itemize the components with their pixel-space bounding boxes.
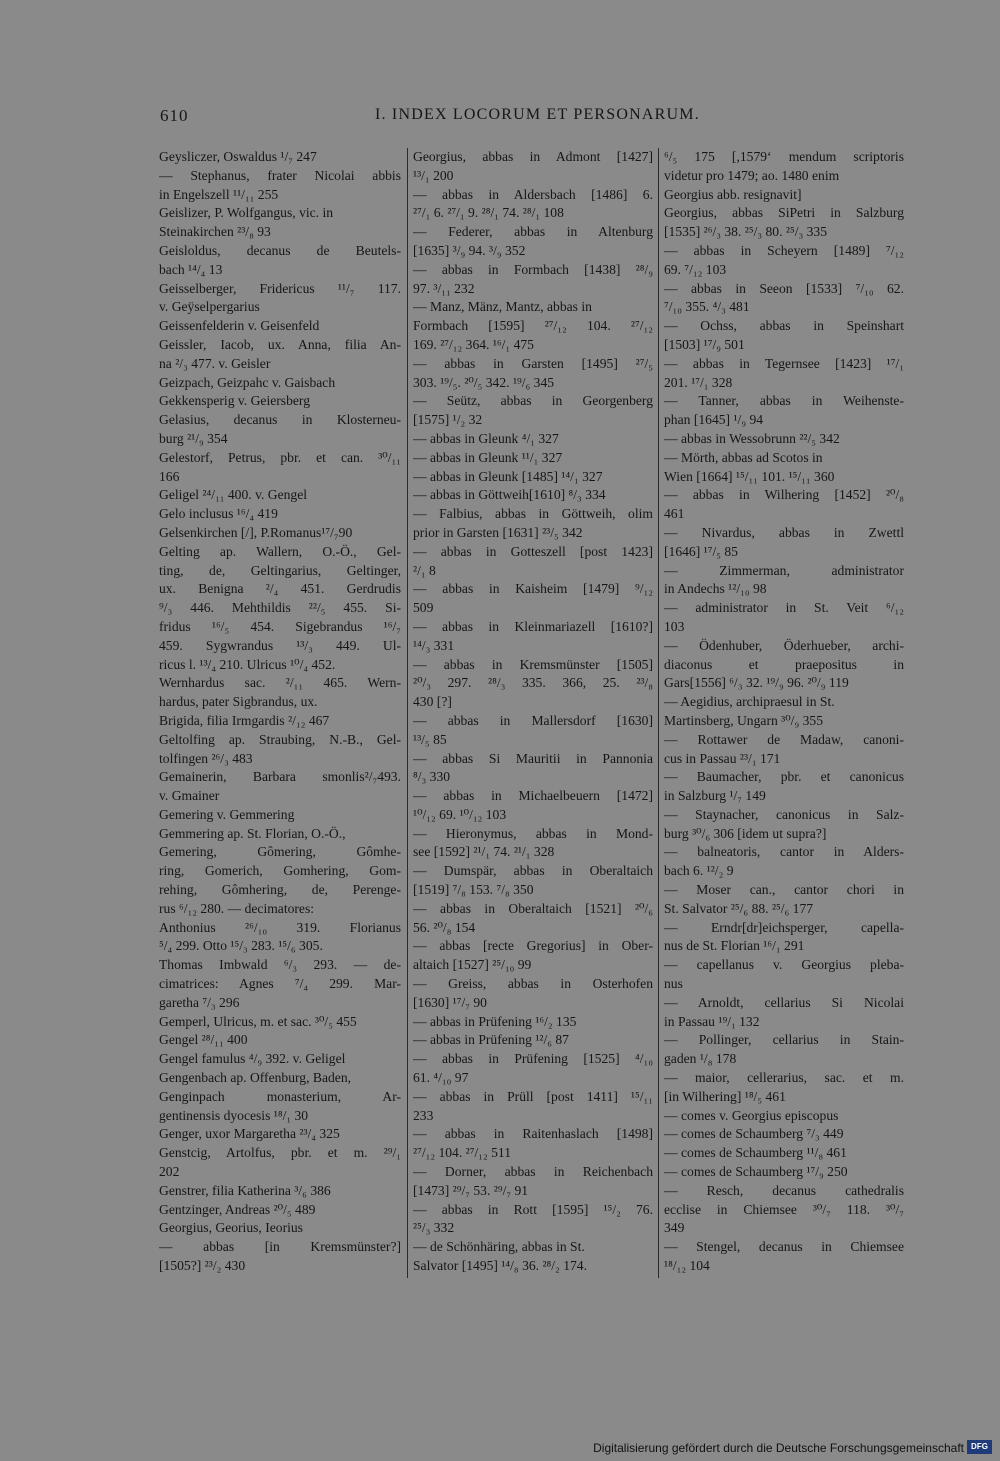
index-line: Gengel ²⁸/₁₁ 400 xyxy=(159,1032,248,1048)
index-line: 430 [?] xyxy=(413,694,452,710)
index-line: ¹³/₅ 85 xyxy=(413,731,447,747)
index-line: — abbas in Prüfening [1525] ⁴/₁₀ xyxy=(413,1051,653,1067)
index-line: Geisloldus, decanus de Beutels- xyxy=(159,242,401,258)
index-line: gaden ¹/₈ 178 xyxy=(664,1051,737,1067)
index-line: Gengel famulus ⁴/₉ 392. v. Geligel xyxy=(159,1051,346,1067)
index-line: — Erndr[dr]eichsperger, capella- xyxy=(664,919,904,935)
index-line: — abbas in Wessobrunn ²²/₅ 342 xyxy=(664,430,840,446)
index-line: ting, de, Geltingarius, Geltinger, xyxy=(159,562,401,578)
index-line: — Ödenhuber, Öderhueber, archi- xyxy=(664,637,904,653)
index-line: — abbas in Kleinmariazell [1610?] xyxy=(413,618,653,634)
index-line: garetha ⁷/₃ 296 xyxy=(159,994,240,1010)
index-line: ⁶/₅ 175 [,1579‘ mendum scriptoris xyxy=(664,149,904,164)
index-line: — Staynacher, canonicus in Salz- xyxy=(664,806,904,822)
index-line: — abbas in Prüll [post 1411] ¹⁵/₁₁ xyxy=(413,1088,653,1104)
index-line: cus in Passau ²³/₁ 171 xyxy=(664,750,781,766)
index-line: ring, Gomerich, Gomhering, Gom- xyxy=(159,863,401,879)
index-line: ²⁷/₁ 6. ²⁷/₁ 9. ²⁸/₁ 74. ²⁸/₁ 108 xyxy=(413,205,564,221)
footer-note: Digitalisierung gefördert durch die Deutsche Forschungsgemeinschaft xyxy=(593,1441,964,1455)
index-line: Gentzinger, Andreas ²⁰/₅ 489 xyxy=(159,1201,316,1217)
index-line: ²/₁ 8 xyxy=(413,562,436,578)
index-line: Gemperl, Ulricus, m. et sac. ³⁰/₅ 455 xyxy=(159,1013,357,1029)
page-title: I. INDEX LOCORUM ET PERSONARUM. xyxy=(375,106,700,123)
page-number: 610 xyxy=(160,106,189,125)
index-line: 166 xyxy=(159,468,180,484)
index-line: Wien [1664] ¹⁵/₁₁ 101. ¹⁵/₁₁ 360 xyxy=(664,468,835,484)
index-line: — abbas in Formbach [1438] ²⁸/₉ xyxy=(413,261,653,277)
index-line: phan [1645] ¹/₉ 94 xyxy=(664,412,764,428)
index-line: Geltolfing ap. Straubing, N.-B., Gel- xyxy=(159,731,401,747)
index-line: [1575] ¹/₂ 32 xyxy=(413,412,483,428)
index-line: — capellanus v. Georgius pleba- xyxy=(664,957,904,973)
index-line: — abbas Si Mauritii in Pannonia xyxy=(413,750,653,766)
index-line: — abbas in Raitenhaslach [1498] xyxy=(413,1126,653,1142)
index-line: — Greiss, abbas in Osterhofen xyxy=(413,976,653,992)
index-line: 56. ²⁰/₈ 154 xyxy=(413,919,476,935)
index-line: — Manz, Mänz, Mantz, abbas in xyxy=(413,299,592,315)
index-line: rehing, Gômhering, de, Perenge- xyxy=(159,882,401,898)
index-line: ²⁵/₃ 332 xyxy=(413,1220,455,1236)
index-line: — abbas in Tegernsee [1423] ¹⁷/₁ xyxy=(664,355,904,371)
index-line: burg ²¹/₉ 354 xyxy=(159,430,228,446)
index-line: nus xyxy=(664,976,683,992)
index-line: ²⁰/₃ 297. ²⁸/₃ 335. 366, 25. ²³/₈ xyxy=(413,675,653,691)
index-line: Georgius abb. resignavit] xyxy=(664,186,802,202)
index-line: ⁸/₃ 330 xyxy=(413,769,451,785)
index-line: 169. ²⁷/₁₂ 364. ¹⁶/₁ 475 xyxy=(413,336,534,352)
index-line: — abbas in Kaisheim [1479] ⁹/₁₂ xyxy=(413,581,653,597)
index-line: — abbas in Rott [1595] ¹⁵/₂ 76. xyxy=(413,1201,653,1217)
index-line: Geisselberger, Fridericus ¹¹/₇ 117. xyxy=(159,280,401,296)
index-line: — abbas in Prüfening ¹⁶/₂ 135 xyxy=(413,1013,577,1029)
index-line: — abbas in Michaelbeuern [1472] xyxy=(413,788,653,804)
index-line: Georgius, abbas SiPetri in Salzburg xyxy=(664,205,904,221)
index-line: rus ⁶/₁₂ 280. — decimatores: xyxy=(159,900,315,916)
index-column-1 xyxy=(159,148,401,1283)
index-line: — Tanner, abbas in Weihenste- xyxy=(664,393,904,409)
index-line: — Zimmerman, administrator xyxy=(664,562,904,578)
index-line: — comes v. Georgius episcopus xyxy=(664,1107,839,1123)
index-line: Gekkensperig v. Geiersberg xyxy=(159,393,310,409)
index-line: [1646] ¹⁷/₅ 85 xyxy=(664,543,738,559)
index-line: Salvator [1495] ¹⁴/₈ 36. ²⁸/₂ 174. xyxy=(413,1258,587,1274)
index-line: — Falbius, abbas in Göttweih, olim xyxy=(413,506,653,522)
index-line: 61. ⁴/₁₀ 97 xyxy=(413,1070,469,1086)
index-line: 201. ¹⁷/₁ 328 xyxy=(664,374,733,390)
index-line: Gelo inclusus ¹⁶/₄ 419 xyxy=(159,506,278,522)
index-line: Genger, uxor Margaretha ²³/₄ 325 xyxy=(159,1126,340,1142)
index-line: [1519] ⁷/₈ 153. ⁷/₈ 350 xyxy=(413,882,534,898)
index-line: Wernhardus sac. ²/₁₁ 465. Wern- xyxy=(159,675,401,691)
index-line: 103 xyxy=(664,618,685,634)
index-line: — Federer, abbas in Altenburg xyxy=(413,224,653,240)
index-line: in Engelszell ¹¹/₁₁ 255 xyxy=(159,186,279,202)
index-line: — Seütz, abbas in Georgenberg xyxy=(413,393,653,409)
index-line: Gemainerin, Barbara smonlis²/₇493. xyxy=(159,769,401,785)
index-line: 69. ⁷/₁₂ 103 xyxy=(664,261,727,277)
index-line: Martinsberg, Ungarn ³⁰/₉ 355 xyxy=(664,712,823,728)
index-line: Gemering v. Gemmering xyxy=(159,806,295,822)
index-line: — abbas in Wilhering [1452] ²⁰/₈ xyxy=(664,487,904,503)
index-line: St. Salvator ²⁵/₆ 88. ²⁵/₆ 177 xyxy=(664,900,814,916)
index-line: — comes de Schaumberg ⁷/₃ 449 xyxy=(664,1126,844,1142)
index-line: 509 xyxy=(413,600,434,616)
index-line: ¹⁴/₃ 331 xyxy=(413,637,455,653)
index-line: tolfingen ²⁶/₃ 483 xyxy=(159,750,253,766)
index-line: — abbas in Gleunk ⁴/₁ 327 xyxy=(413,430,559,446)
index-line: — abbas in Gotteszell [post 1423] xyxy=(413,543,653,559)
index-line: Geizpach, Geizpahc v. Gaisbach xyxy=(159,374,336,390)
index-line: — abbas in Seeon [1533] ⁷/₁₀ 62. xyxy=(664,280,904,296)
index-line: Georgius, Georius, Ieorius xyxy=(159,1220,303,1236)
index-line: — comes de Schaumberg ¹¹/₈ 461 xyxy=(664,1145,847,1161)
index-columns xyxy=(159,148,909,1288)
index-line: Genginpach monasterium, Ar- xyxy=(159,1088,401,1104)
index-line: ⁷/₁₀ 355. ⁴/₃ 481 xyxy=(664,299,750,315)
index-line: — administrator in St. Veit ⁶/₁₂ xyxy=(664,600,904,616)
index-line: — abbas in Prüfening ¹²/₆ 87 xyxy=(413,1032,569,1048)
index-line: — Arnoldt, cellarius Si Nicolai xyxy=(664,994,904,1010)
index-line: Georgius, abbas in Admont [1427] xyxy=(413,149,653,164)
index-line: [1473] ²⁹/₇ 53. ²⁹/₇ 91 xyxy=(413,1182,529,1198)
index-line: — Dumspär, abbas in Oberaltaich xyxy=(413,863,653,879)
index-line: — maior, cellerarius, sac. et m. xyxy=(664,1070,904,1086)
index-line: — Hieronymus, abbas in Mond- xyxy=(413,825,653,841)
index-line: — abbas in Garsten [1495] ²⁷/₅ xyxy=(413,355,653,371)
index-line: — abbas in Göttweih[1610] ⁸/₃ 334 xyxy=(413,487,606,503)
index-line: ¹⁰/₁₂ 69. ¹⁰/₁₂ 103 xyxy=(413,806,507,822)
index-line: 349 xyxy=(664,1220,685,1236)
index-line: — Dorner, abbas in Reichenbach xyxy=(413,1164,653,1180)
page-header xyxy=(160,106,905,132)
index-line: — Pollinger, cellarius in Stain- xyxy=(664,1032,904,1048)
index-line: [1635] ³/₉ 94. ³/₉ 352 xyxy=(413,242,526,258)
index-line: Gelsenkirchen [/], P.Romanus¹⁷/₇90 xyxy=(159,524,353,540)
index-line: Formbach [1595] ²⁷/₁₂ 104. ²⁷/₁₂ xyxy=(413,318,653,334)
index-line: [1630] ¹⁷/₇ 90 xyxy=(413,994,487,1010)
index-line: — Resch, decanus cathedralis xyxy=(664,1182,904,1198)
index-line: [1535] ²⁶/₃ 38. ²⁵/₃ 80. ²⁵/₃ 335 xyxy=(664,224,827,240)
index-line: in Salzburg ¹/₇ 149 xyxy=(664,788,766,804)
index-line: cimatrices: Agnes ⁷/₄ 299. Mar- xyxy=(159,976,401,992)
index-line: — Stephanus, frater Nicolai abbis xyxy=(159,167,401,183)
index-line: ux. Benigna ²/₄ 451. Gerdrudis xyxy=(159,581,401,597)
index-line: — abbas in Mallersdorf [1630] xyxy=(413,712,653,728)
index-line: nus de St. Florian ¹⁶/₁ 291 xyxy=(664,938,805,954)
index-line: — Ochss, abbas in Speinshart xyxy=(664,318,904,334)
index-line: — abbas in Oberaltaich [1521] ²⁰/₆ xyxy=(413,900,653,916)
index-line: in Passau ¹⁹/₁ 132 xyxy=(664,1013,760,1029)
index-line: — Aegidius, archipraesul in St. xyxy=(664,694,835,710)
index-line: — Moser can., cantor chori in xyxy=(664,882,904,898)
index-line: — Nivardus, abbas in Zwettl xyxy=(664,524,904,540)
index-line: in Andechs ¹²/₁₀ 98 xyxy=(664,581,767,597)
column-divider xyxy=(658,148,659,1278)
index-line: Gemmering ap. St. Florian, O.-Ö., xyxy=(159,825,346,841)
index-line: Gelasius, decanus in Klosterneu- xyxy=(159,412,401,428)
index-line: ¹³/₁ 200 xyxy=(413,167,454,183)
index-line: hardus, pater Sigbrandus, ux. xyxy=(159,694,318,710)
index-line: Geysliczer, Oswaldus ¹/₇ 247 xyxy=(159,149,317,164)
index-line: 97. ³/₁₁ 232 xyxy=(413,280,475,296)
index-line: — balneatoris, cantor in Alders- xyxy=(664,844,904,860)
index-line: fridus ¹⁶/₅ 454. Sigebrandus ¹⁶/₇ xyxy=(159,618,401,634)
index-line: v. Geÿselpergarius xyxy=(159,299,260,315)
index-line: 202 xyxy=(159,1164,180,1180)
index-line: prior in Garsten [1631] ²³/₅ 342 xyxy=(413,524,583,540)
index-line: ricus l. ¹³/₄ 210. Ulricus ¹⁰/₄ 452. xyxy=(159,656,336,672)
index-line: v. Gmainer xyxy=(159,788,220,804)
index-line: Gengenbach ap. Offenburg, Baden, xyxy=(159,1070,352,1086)
index-line: — abbas [in Kremsmünster?] xyxy=(159,1239,401,1255)
index-line: Gars[1556] ⁶/₃ 32. ¹⁹/₉ 96. ²⁰/₉ 119 xyxy=(664,675,849,691)
index-line: ¹⁸/₁₂ 104 xyxy=(664,1258,710,1274)
index-line: videtur pro 1479; ao. 1480 enim xyxy=(664,167,840,183)
index-line: [1505?] ²³/₂ 430 xyxy=(159,1258,246,1274)
dfg-logo: DFG xyxy=(967,1440,992,1454)
index-line: ⁵/₄ 299. Otto ¹⁵/₃ 283. ¹⁵/₆ 305. xyxy=(159,938,323,954)
index-line: Gemering, Gômering, Gômhe- xyxy=(159,844,401,860)
index-line: bach 6. ¹²/₂ 9 xyxy=(664,863,734,879)
index-line: — abbas in Aldersbach [1486] 6. xyxy=(413,186,653,202)
index-line: Steinakirchen ²³/₈ 93 xyxy=(159,224,271,240)
index-column-2 xyxy=(413,148,653,1283)
index-line: ²⁷/₁₂ 104. ²⁷/₁₂ 511 xyxy=(413,1145,512,1161)
index-column-3 xyxy=(664,148,904,1283)
index-line: Geissenfelderin v. Geisenfeld xyxy=(159,318,320,334)
index-line: Genstcig, Artolfus, pbr. et m. ²⁹/₁ xyxy=(159,1145,401,1161)
index-line: — Mörth, abbas ad Scotos in xyxy=(664,449,823,465)
index-line: [1503] ¹⁷/₉ 501 xyxy=(664,336,745,352)
index-line: — abbas in Gleunk [1485] ¹⁴/₁ 327 xyxy=(413,468,603,484)
index-line: — de Schönhäring, abbas in St. xyxy=(413,1239,585,1255)
index-line: ecclise in Chiemsee ³⁰/₇ 118. ³⁰/₇ xyxy=(664,1201,904,1217)
index-line: na ²/₃ 477. v. Geisler xyxy=(159,355,271,371)
index-line: see [1592] ²¹/₁ 74. ²¹/₁ 328 xyxy=(413,844,555,860)
index-line: Genstrer, filia Katherina ³/₆ 386 xyxy=(159,1182,331,1198)
index-line: bach ¹⁴/₄ 13 xyxy=(159,261,223,277)
index-line: — Rottawer de Madaw, canoni- xyxy=(664,731,904,747)
index-line: 303. ¹⁹/₅. ²⁰/₅ 342. ¹⁹/₆ 345 xyxy=(413,374,555,390)
index-line: Geissler, Iacob, ux. Anna, filia An- xyxy=(159,336,401,352)
index-line: Brigida, filia Irmgardis ²/₁₂ 467 xyxy=(159,712,330,728)
index-line: — abbas in Gleunk ¹¹/₁ 327 xyxy=(413,449,563,465)
index-line: gentinensis dyocesis ¹⁸/₁ 30 xyxy=(159,1107,309,1123)
index-line: — abbas [recte Gregorius] in Ober- xyxy=(413,938,653,954)
index-line: 461 xyxy=(664,506,685,522)
index-line: — abbas in Scheyern [1489] ⁷/₁₂ xyxy=(664,242,904,258)
index-line: ⁹/₃ 446. Mehthildis ²²/₅ 455. Si- xyxy=(159,600,401,616)
index-line: — Baumacher, pbr. et canonicus xyxy=(664,769,904,785)
column-divider xyxy=(407,148,408,1278)
index-line: [in Wilhering] ¹⁸/₅ 461 xyxy=(664,1088,786,1104)
index-line: diaconus et praepositus in xyxy=(664,656,904,672)
index-line: Anthonius ²⁶/₁₀ 319. Florianus xyxy=(159,919,401,935)
index-line: Thomas Imbwald ⁶/₃ 293. — de- xyxy=(159,957,401,973)
index-line: altaich [1527] ²⁵/₁₀ 99 xyxy=(413,957,532,973)
index-line: burg ³⁰/₆ 306 [idem ut supra?] xyxy=(664,825,827,841)
index-line: Geligel ²⁴/₁₁ 400. v. Gengel xyxy=(159,487,308,503)
index-line: Gelestorf, Petrus, pbr. et can. ³⁰/₁₁ xyxy=(159,449,401,465)
index-line: Gelting ap. Wallern, O.-Ö., Gel- xyxy=(159,543,401,559)
index-line: — comes de Schaumberg ¹⁷/₉ 250 xyxy=(664,1164,848,1180)
index-line: — Stengel, decanus in Chiemsee xyxy=(664,1239,904,1255)
index-line: 233 xyxy=(413,1107,434,1123)
index-line: Geislizer, P. Wolfgangus, vic. in xyxy=(159,205,334,221)
index-line: 459. Sygwrandus ¹³/₃ 449. Ul- xyxy=(159,637,401,653)
index-line: — abbas in Kremsmünster [1505] xyxy=(413,656,653,672)
